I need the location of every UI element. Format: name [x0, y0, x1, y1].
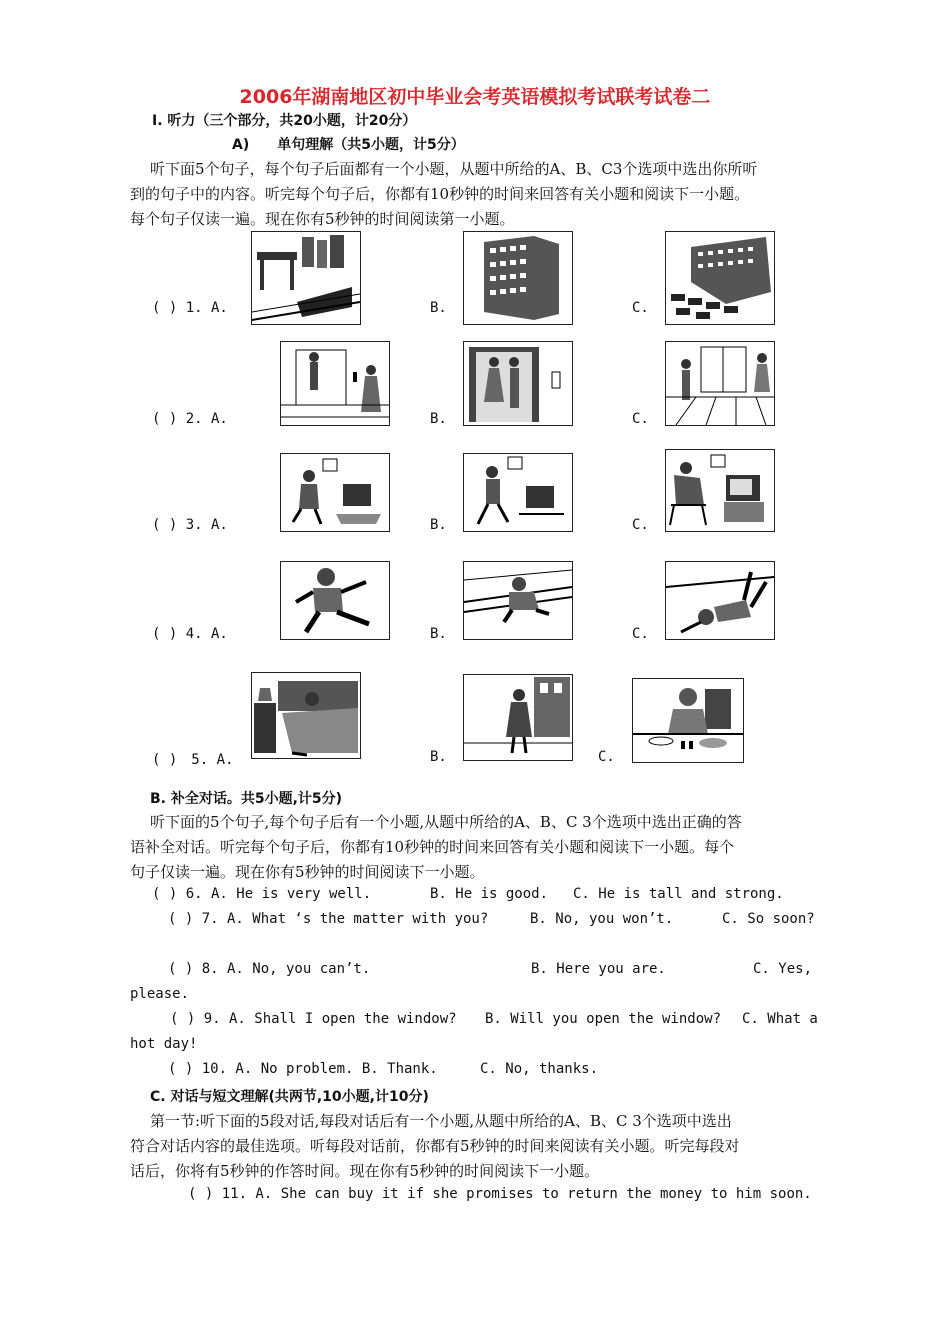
option-c: C. No, thanks. [480, 1061, 599, 1077]
instruction-line: 听下面5个句子，每个句子后面都有一个小题，从题中所给的A、B、C3个选项中选出你所听 [150, 160, 758, 178]
instruction-line: 每个句子仅读一遍。现在你有5秒钟的时间阅读第一小题。 [130, 210, 515, 228]
tall-building-picture [463, 231, 573, 325]
man-startled-by-tv-picture [280, 453, 390, 532]
instruction-line: 到的句子中的内容。听完每个句子后，你都有10秒钟的时间来回答有关小题和阅读下一小题。 [130, 185, 750, 203]
question-number: ( ) 4. A. [152, 626, 228, 642]
question-9: ( ) 9. A. Shall I open the window? [170, 1011, 457, 1027]
instruction-line: 听下面的5个句子,每个句子后有一个小题,从题中所给的A、B、C 3个选项中选出正确的答 [150, 813, 742, 831]
option-c-wrap: please. [130, 986, 190, 1002]
page-title: 2006年湖南地区初中毕业会考英语模拟考试联考试卷二 [239, 86, 711, 108]
option-c: C. Yes, [753, 961, 813, 977]
option-label: C. [632, 411, 649, 427]
option-b: B. No, you won’t. [530, 911, 674, 927]
boy-falling-picture [665, 561, 775, 640]
man-jumping-at-tv-picture [463, 453, 573, 532]
couple-in-elevator-picture [463, 341, 573, 426]
question-number: ( ) 1. A. [152, 300, 228, 316]
question-number: ( ) 3. A. [152, 517, 228, 533]
train-station-picture [251, 231, 361, 325]
option-label: B. [430, 749, 447, 765]
option-c: C. He is tall and strong. [573, 886, 784, 902]
option-label: C. [632, 517, 649, 533]
option-label: B. [430, 517, 447, 533]
woman-eating-picture [632, 678, 744, 763]
woman-walking-picture [463, 674, 573, 761]
people-at-elevator-picture [280, 341, 390, 426]
option-c: C. So soon? [722, 911, 815, 927]
instruction-line: 符合对话内容的最佳选项。听每段对话前，你都有5秒钟的时间来阅读有关小题。听完每段对 [130, 1137, 740, 1155]
question-6: ( ) 6. A. He is very well. [152, 886, 372, 902]
question-number: ( ) 5. A. [152, 752, 234, 768]
option-label: C. [598, 749, 615, 765]
option-label: B. [430, 411, 447, 427]
option-b: B. He is good. [430, 886, 549, 902]
instruction-line: 第一节:听下面的5段对话,每段对话后有一个小题,从题中所给的A、B、C 3个选项中选出 [150, 1112, 732, 1130]
option-label: B. [430, 626, 447, 642]
question-number: ( ) 2. A. [152, 411, 228, 427]
option-b: B. Will you open the window? [485, 1011, 722, 1027]
building-with-cars-picture [665, 231, 775, 325]
question-8: ( ) 8. A. No, you can’t. [168, 961, 371, 977]
option-label: B. [430, 300, 447, 316]
instruction-line: 话后，你将有5秒钟的作答时间。现在你有5秒钟的时间阅读下一小题。 [130, 1162, 600, 1180]
option-c: C. What a [742, 1011, 818, 1027]
instruction-line: 语补全对话。听完每个句子后，你都有10秒钟的时间来回答有关小题和阅读下一小题。每个 [130, 838, 735, 856]
question-11: ( ) 11. A. She can buy it if she promises to return the money to him soon. [188, 1186, 812, 1202]
section-a-heading: A) 单句理解（共5小题，计5分） [232, 137, 465, 153]
boy-running-picture [280, 561, 390, 640]
boy-climbing-fence-picture [463, 561, 573, 640]
instruction-line: 句子仅读一遍。现在你有5秒钟的时间阅读下一小题。 [130, 863, 485, 881]
option-label: C. [632, 626, 649, 642]
man-sleeping-in-chair-picture [665, 449, 775, 532]
section-b-heading: B. 补全对话。共5小题,计5分) [150, 791, 343, 807]
question-7: ( ) 7. A. What ‘s the matter with you? [168, 911, 489, 927]
people-in-lobby-picture [665, 341, 775, 426]
option-label: C. [632, 300, 649, 316]
part1-heading: Ⅰ. 听力（三个部分，共20小题，计20分） [152, 113, 417, 129]
woman-in-bed-picture [251, 672, 361, 759]
option-c-wrap: hot day! [130, 1036, 198, 1052]
section-c-heading: C. 对话与短文理解(共两节,10小题,计10分) [150, 1089, 429, 1105]
option-b: B. Here you are. [531, 961, 666, 977]
question-10: ( ) 10. A. No problem. B. Thank. [168, 1061, 438, 1077]
